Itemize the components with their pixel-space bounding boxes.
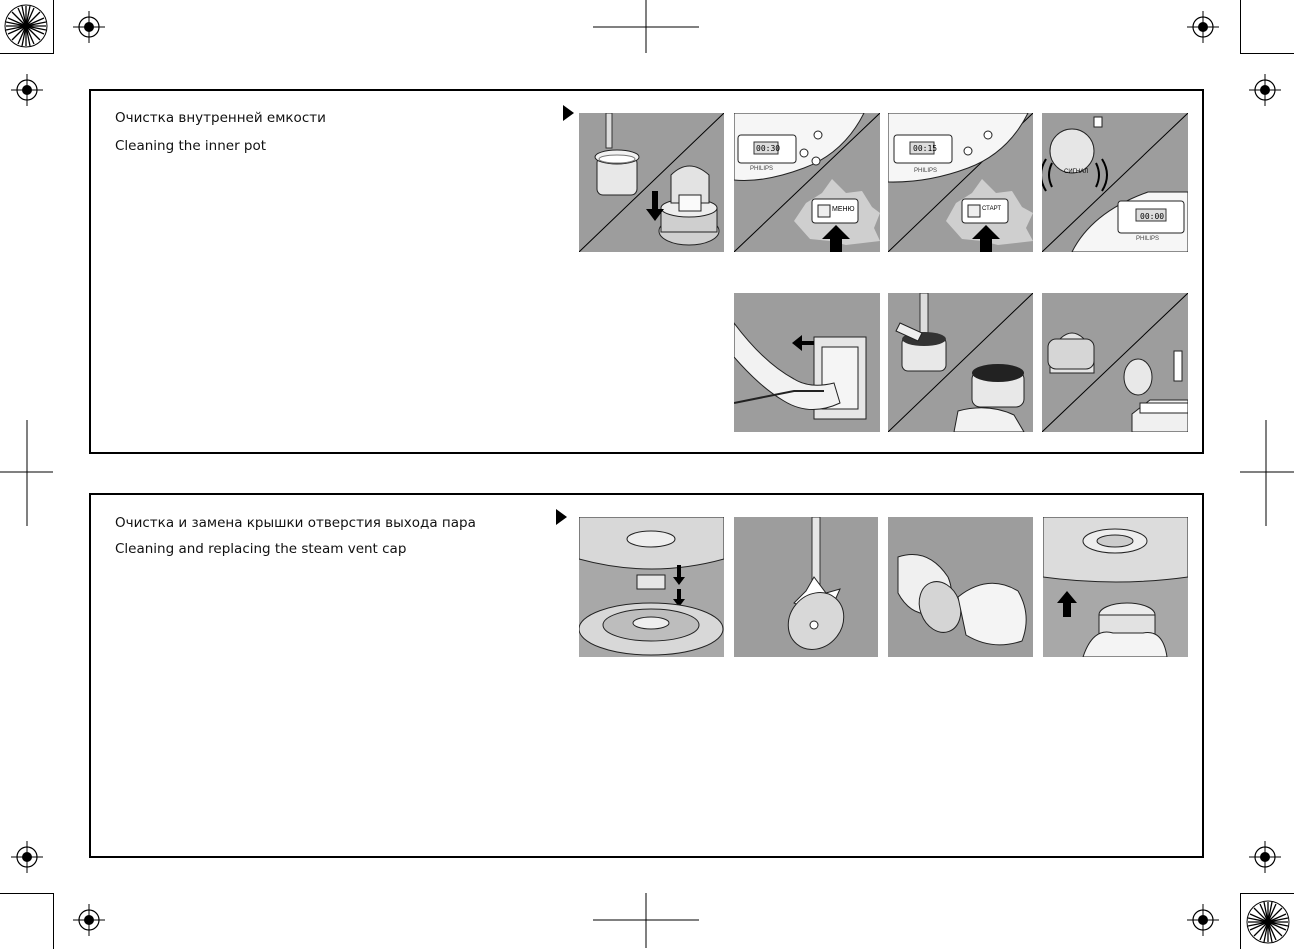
step-image-empty-sink <box>1042 293 1188 432</box>
star-target-icon <box>1247 901 1289 943</box>
step-image-replace-cap <box>1043 517 1188 657</box>
section2-title-en: Cleaning and replacing the steam vent cap <box>115 541 407 557</box>
start-button-label: СТАРТ <box>982 206 1001 212</box>
step-image-dry-cap <box>888 517 1033 657</box>
brand-label: PHILIPS <box>750 166 774 172</box>
registration-mark-icon <box>11 74 43 106</box>
registration-mark-icon <box>73 11 105 43</box>
step-image-rinse-cap <box>734 517 878 657</box>
step-image-unplug <box>734 293 880 432</box>
step-image-fill-pot <box>579 113 724 252</box>
registration-mark-icon <box>1249 74 1281 106</box>
registration-mark-icon <box>1187 904 1219 936</box>
signal-display: 00:00 <box>1140 212 1165 221</box>
registration-mark-icon <box>73 904 105 936</box>
start-display: 00:15 <box>913 144 938 153</box>
menu-display: 00:30 <box>756 144 781 153</box>
section1-title-ru: Очистка внутренней емкости <box>115 110 326 126</box>
section1-title-en: Cleaning the inner pot <box>115 138 267 154</box>
brand-label: PHILIPS <box>914 168 938 174</box>
step-image-press-menu <box>734 113 880 252</box>
section2-title-ru: Очистка и замена крышки отверстия выхода пара <box>115 515 476 531</box>
step-image-signal <box>1042 113 1188 252</box>
play-arrow-icon <box>556 509 567 525</box>
registration-mark-icon <box>1187 11 1219 43</box>
play-arrow-icon <box>563 105 574 121</box>
signal-label: СИГНАЛ <box>1064 169 1089 175</box>
menu-button-label: МЕНЮ <box>832 206 855 213</box>
step-image-remove-vent-cap <box>579 517 724 657</box>
registration-mark-icon <box>11 841 43 873</box>
star-target-icon <box>5 5 47 47</box>
brand-label: PHILIPS <box>1136 236 1160 242</box>
step-image-press-start <box>888 113 1033 252</box>
step-image-wash-pot <box>888 293 1033 432</box>
registration-mark-icon <box>1249 841 1281 873</box>
